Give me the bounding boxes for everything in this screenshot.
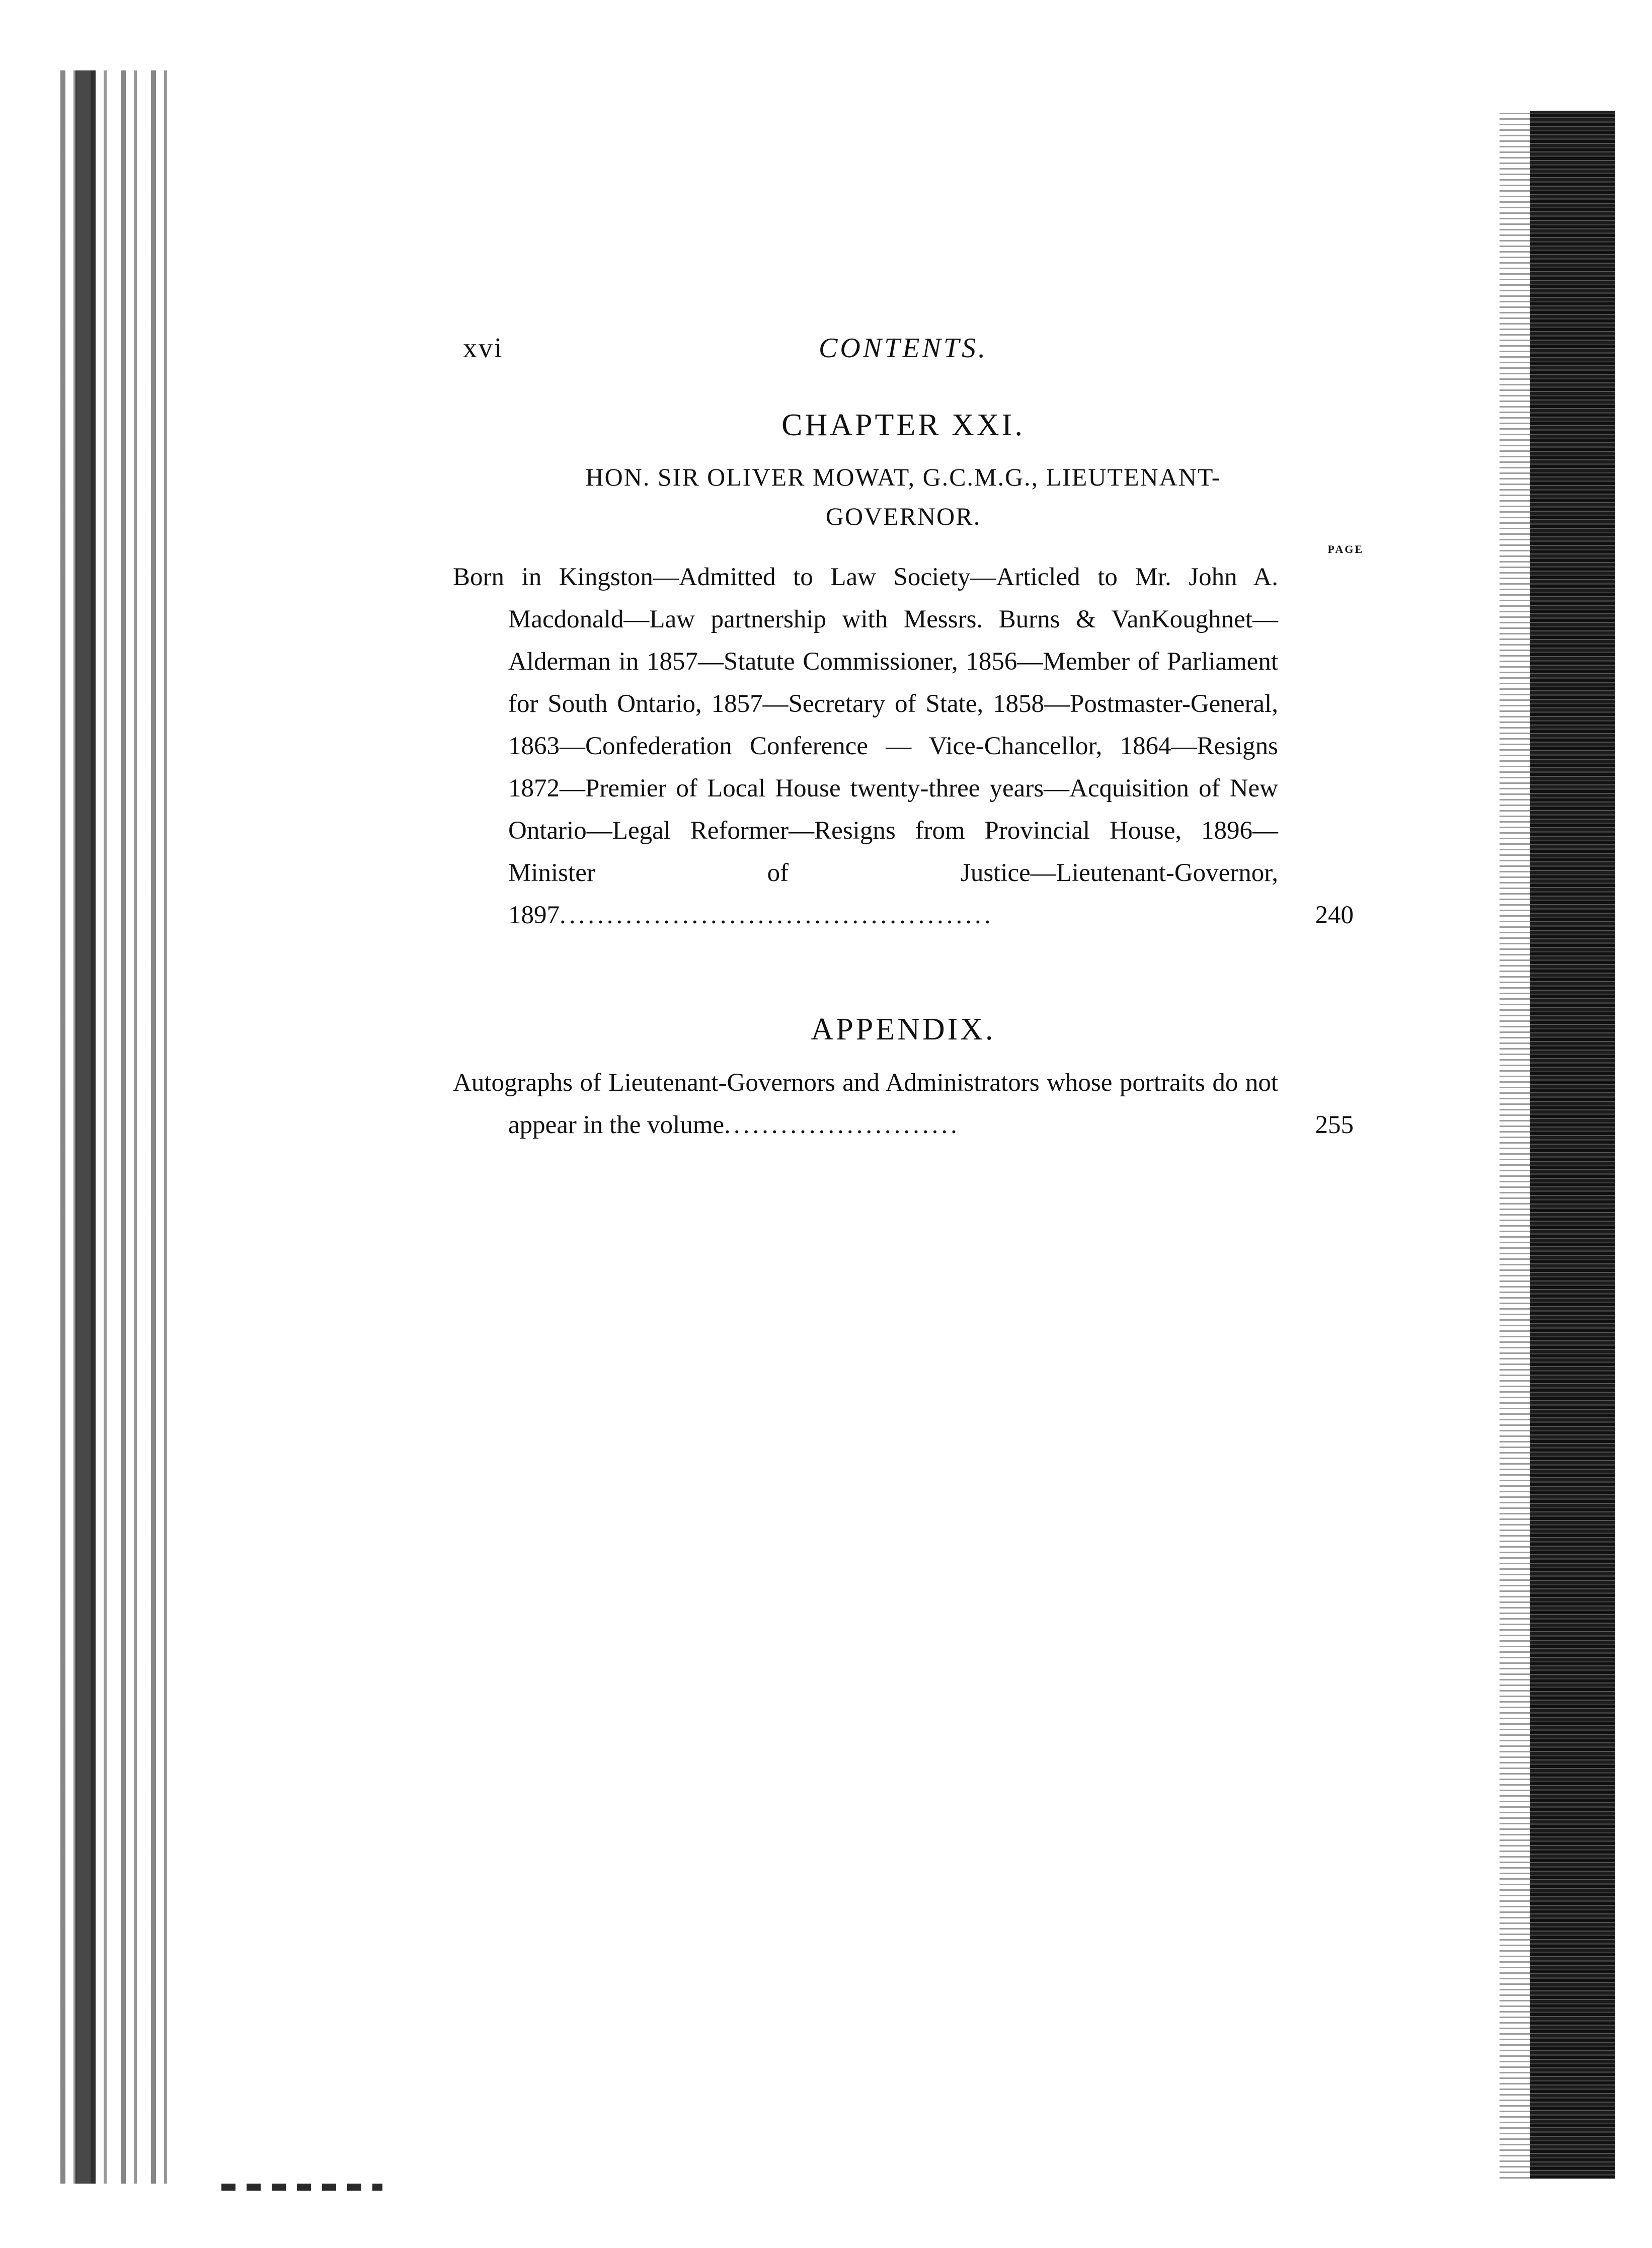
contents-page	[453, 322, 1364, 1146]
scan-edge-right-fade	[1500, 111, 1530, 2179]
toc-entry-text	[453, 1062, 1278, 1146]
page-column-label: PAGE	[1327, 543, 1364, 555]
toc-entry-page-number: 240	[1315, 901, 1354, 929]
scan-bottom-marks	[221, 2184, 382, 2191]
dot-leader: .........................	[724, 1111, 960, 1139]
chapter-subtitle-line-1: HON. SIR OLIVER MOWAT, G.C.M.G., LIEUTENANT-	[585, 463, 1221, 491]
chapter-title: CHAPTER XXI.	[781, 408, 1025, 442]
toc-entry-description: Born in Kingston—Admitted to Law Society—Articled to Mr. John A. Macdonald—Law partnership with Messrs. Burns & VanKoughnet—Alderman in 1857—Statute Commissioner, 1856—Member of Parliament for South Ontario, 1857—Secretary of State, 1858—Postmaster-General, 1863—Confederation Conference — Vice-Chancellor, 1864—Resigns 1872—Premier of Local House twenty-three years—Acquisition of New Ontario—Legal Reformer—Resigns from Provincial House, 1896—Minister of Justice—Lieutenant-Governor, 1897	[453, 563, 1278, 929]
running-head	[453, 322, 1354, 372]
page-folio: xvi	[463, 333, 504, 364]
toc-entry-text	[453, 556, 1278, 936]
scan-edge-right	[1530, 111, 1615, 2179]
scan-edge-left-binding	[75, 70, 96, 2184]
appendix-title: APPENDIX.	[811, 1012, 996, 1047]
running-title: CONTENTS.	[819, 333, 988, 364]
dot-leader: ..............................................	[560, 901, 994, 929]
chapter-subtitle	[453, 457, 1354, 536]
chapter-subtitle-line-2: GOVERNOR.	[825, 502, 981, 530]
toc-entry-description: Autographs of Lieutenant-Governors and Administrators whose portraits do not appear in the volume	[453, 1069, 1278, 1139]
toc-entry-chapter-xxi	[453, 556, 1354, 936]
toc-entry-page-number: 255	[1315, 1111, 1354, 1139]
toc-entry-appendix	[453, 1062, 1354, 1146]
